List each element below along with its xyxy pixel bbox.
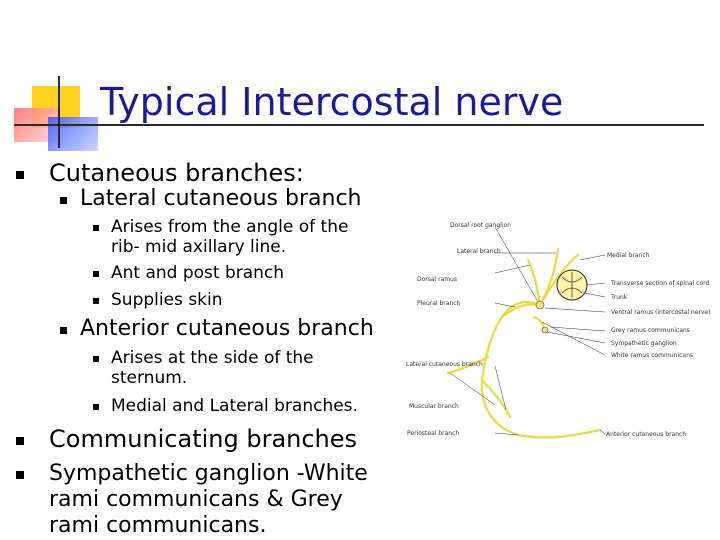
spinal-cord-section (557, 270, 587, 300)
decor-vertical-line (58, 76, 60, 148)
label-trunk: Trunk (611, 294, 628, 301)
bullet-marker (16, 171, 24, 179)
anterior-point-line: Arises at the side of the (111, 348, 314, 368)
label-dorsal-ramus: Dorsal ramus (417, 276, 458, 283)
bullet-marker (60, 197, 67, 204)
label-grey-ramus: Grey ramus communicans (611, 327, 690, 334)
bullet-marker (16, 471, 24, 479)
label-pleural-branch: Pleural branch (417, 300, 461, 307)
lateral-point-line: Ant and post branch (111, 263, 285, 283)
lateral-branch-path (540, 249, 558, 305)
label-dorsal-root-ganglion: Dorsal root ganglion (450, 222, 511, 229)
label-periosteal-branch: Periosteal branch (407, 430, 460, 437)
leader-lines (450, 227, 605, 435)
dorsal-ramus-path (528, 260, 540, 305)
lateral-point-line: Arises from the angle of the (111, 217, 349, 237)
dorsal-root-ganglion (536, 301, 544, 309)
bullet-anterior: Anterior cutaneous branch (80, 316, 374, 341)
sympathetic-line: rami communicans & Grey (49, 487, 343, 512)
lateral-point-line: Supplies skin (111, 290, 223, 310)
label-muscular-branch: Muscular branch (409, 403, 459, 410)
bullet-marker (93, 356, 99, 362)
label-medial-branch: Medial branch (607, 252, 650, 259)
bullet-marker (93, 271, 99, 277)
label-anterior-cutaneous-branch: Anterior cutaneous branch (606, 431, 687, 438)
anterior-point-line: sternum. (111, 368, 188, 388)
label-transverse-section: Transverse section of spinal cord (611, 280, 710, 287)
label-white-ramus: White ramus communicans (611, 352, 694, 359)
label-sympathetic-ganglion: Sympathetic ganglion (611, 340, 677, 347)
bullet-cutaneous: Cutaneous branches: (49, 159, 304, 187)
bullet-lateral: Lateral cutaneous branch (80, 186, 362, 211)
sympathetic-line: rami communicans. (49, 513, 267, 538)
lateral-point-line: rib- mid axillary line. (111, 237, 287, 257)
bullet-marker (93, 298, 99, 304)
anterior-point-line: Medial and Lateral branches. (111, 396, 358, 416)
label-lateral-cutaneous-branch: Lateral cutaneous branch (406, 361, 483, 368)
diagram-labels-right (606, 252, 710, 438)
label-lateral-branch: Lateral branch (457, 248, 501, 255)
title-underline (14, 124, 704, 126)
bullet-marker (16, 437, 24, 445)
bullet-communicating: Communicating branches (49, 425, 358, 453)
label-ventral-ramus: Ventral ramus (intercostal nerve) (611, 309, 710, 316)
sympathetic-line: Sympathetic ganglion -White (49, 461, 368, 486)
intercostal-nerve-diagram (400, 205, 710, 445)
decor-blue-square (48, 117, 98, 151)
bullet-marker (93, 404, 99, 410)
bullet-marker (93, 225, 99, 231)
bullet-marker (60, 327, 67, 334)
slide-title: Typical Intercostal nerve (100, 80, 564, 124)
